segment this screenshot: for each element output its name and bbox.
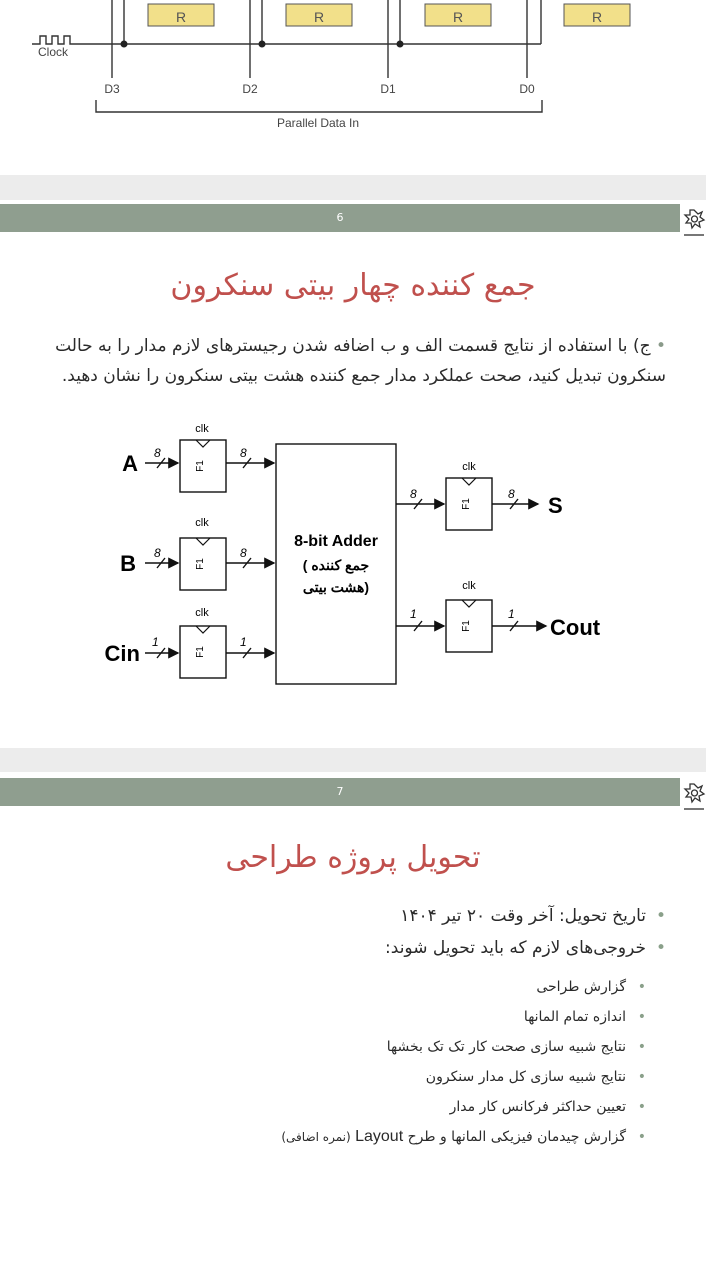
slide-5 bbox=[0, 0, 706, 175]
svg-text:1: 1 bbox=[508, 607, 515, 621]
parallel-data-label: Parallel Data In bbox=[276, 116, 360, 130]
svg-text:8-bit Adder: 8-bit Adder bbox=[294, 533, 378, 550]
page-number: 6 bbox=[336, 211, 344, 224]
list-item: • نتایج شبیه سازی کل مدار سنکرون bbox=[206, 1062, 646, 1092]
flip-flop bbox=[180, 607, 226, 678]
list-item: • گزارش چیدمان فیزیکی المانها و طرح Layout (نمره اضافی) bbox=[206, 1122, 646, 1152]
svg-text:1: 1 bbox=[240, 635, 247, 649]
university-logo-icon bbox=[682, 778, 706, 814]
svg-text:R: R bbox=[175, 9, 187, 25]
bit-label: D1 bbox=[380, 82, 396, 96]
svg-text:8: 8 bbox=[154, 546, 161, 560]
svg-text:clk: clk bbox=[195, 423, 209, 435]
register-box bbox=[148, 4, 214, 26]
bit-label: D2 bbox=[242, 82, 258, 96]
slide-header-bar bbox=[0, 204, 680, 232]
svg-text:8: 8 bbox=[154, 446, 161, 460]
adder-block bbox=[276, 444, 396, 684]
svg-text:R: R bbox=[452, 9, 464, 25]
svg-text:clk: clk bbox=[462, 580, 476, 592]
svg-text:1: 1 bbox=[410, 607, 417, 621]
register-box bbox=[286, 4, 352, 26]
svg-text:8: 8 bbox=[240, 446, 247, 460]
svg-text:R: R bbox=[313, 9, 325, 25]
svg-text:clk: clk bbox=[462, 461, 476, 473]
input-label: Cin bbox=[104, 641, 140, 666]
input-label: B bbox=[120, 551, 136, 576]
flip-flop bbox=[446, 461, 492, 530]
output-label: S bbox=[548, 493, 563, 518]
slide-7 bbox=[0, 772, 706, 1280]
bit-label: D3 bbox=[104, 82, 120, 96]
sub-bullet-list bbox=[206, 972, 646, 1152]
paragraph: • ج) با استفاده از نتایج قسمت الف و ب اضافه شدن رجیسترهای لازم مدار را به حالت سنکرون تبدیل کنید، صحت عملکرد مدار جمع کننده هشت بیتی سنکرون را نشان دهید. bbox=[55, 336, 666, 386]
slide-title: جمع کننده چهار بیتی سنکرون bbox=[170, 268, 536, 303]
svg-text:F1: F1 bbox=[195, 558, 206, 570]
list-item: • اندازه تمام المانها bbox=[206, 1002, 646, 1032]
svg-text:F1: F1 bbox=[195, 646, 206, 658]
svg-text:F1: F1 bbox=[461, 620, 472, 632]
svg-text:8: 8 bbox=[240, 546, 247, 560]
bit-label: D0 bbox=[519, 82, 535, 96]
list-item: • گزارش طراحی bbox=[206, 972, 646, 1002]
flip-flop bbox=[446, 580, 492, 652]
clock-label: Clock bbox=[38, 45, 69, 59]
slide-6 bbox=[0, 200, 706, 748]
list-item: • تعیین حداکثر فرکانس کار مدار bbox=[206, 1092, 646, 1122]
output-label: Cout bbox=[550, 615, 601, 640]
shift-register-diagram bbox=[0, 0, 706, 175]
svg-text:F1: F1 bbox=[461, 498, 472, 510]
svg-text:1: 1 bbox=[152, 635, 159, 649]
slide-title: تحویل پروژه طراحی bbox=[225, 840, 481, 875]
svg-text:(هشت بیتی: (هشت بیتی bbox=[302, 579, 370, 595]
list-item: • خروجی‌های لازم که باید تحویل شوند: bbox=[146, 932, 666, 964]
register-box bbox=[564, 4, 630, 26]
page-number: 7 bbox=[336, 785, 344, 798]
svg-text:F1: F1 bbox=[195, 460, 206, 472]
svg-text:R: R bbox=[591, 9, 603, 25]
flip-flop bbox=[180, 423, 226, 492]
svg-text:clk: clk bbox=[195, 517, 209, 529]
svg-text:clk: clk bbox=[195, 607, 209, 619]
synchronous-adder-diagram bbox=[0, 420, 706, 700]
svg-text:8: 8 bbox=[410, 487, 417, 501]
flip-flop bbox=[180, 517, 226, 590]
slide-header-bar bbox=[0, 778, 680, 806]
list-item: • تاریخ تحویل: آخر وقت ۲۰ تیر ۱۴۰۴ bbox=[146, 900, 666, 932]
bullet-list bbox=[146, 900, 666, 964]
svg-text:جمع کننده ): جمع کننده ) bbox=[302, 557, 370, 573]
svg-text:8: 8 bbox=[508, 487, 515, 501]
register-box bbox=[425, 4, 491, 26]
input-label: A bbox=[122, 451, 138, 476]
list-item: • نتایج شبیه سازی صحت کار تک تک بخشها bbox=[206, 1032, 646, 1062]
university-logo-icon bbox=[682, 204, 706, 240]
